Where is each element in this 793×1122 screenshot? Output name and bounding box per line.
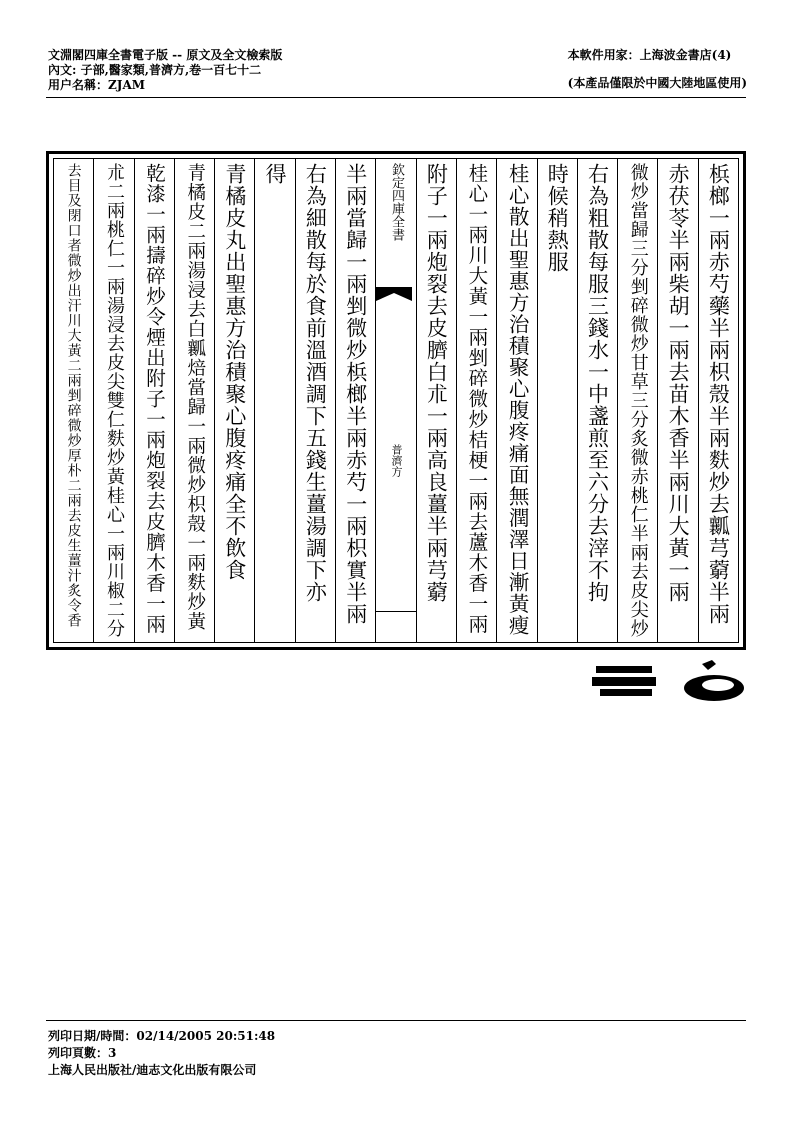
- spine-book-name: 普濟方: [390, 444, 404, 477]
- footer-print-time: 列印日期/時間：02/14/2005 20:51:48: [48, 1029, 276, 1043]
- footer-page-count: 列印頁數：3: [48, 1046, 117, 1060]
- column-text: 赤茯苓半兩柴胡一兩去苗木香半兩川大黃一兩: [666, 163, 691, 603]
- text-column: [577, 159, 617, 642]
- header-licensee: 本軟件用家：上海波金書店(4): [567, 48, 732, 62]
- column-text: 朮二兩桃仁一兩湯浸去皮尖雙仁麩炒黃桂心一兩川椒二分: [103, 163, 125, 638]
- spine-title: 欽定四庫全書: [389, 163, 405, 241]
- column-text: 梹榔一兩赤芍藥半兩枳殼半兩麩炒去瓤芎藭半兩: [706, 163, 731, 625]
- column-text: 桂心一兩川大黃一兩剉碎微炒桔梗一兩去蘆木香一兩: [465, 163, 489, 635]
- text-column: [54, 159, 93, 642]
- fish-tail-mark-icon: [376, 287, 412, 301]
- header-left: [48, 48, 282, 93]
- text-columns: [54, 159, 738, 642]
- header-right: [568, 48, 747, 91]
- spine-divider: [376, 611, 415, 612]
- seal-mark-icon: [590, 658, 750, 704]
- column-text: 右為粗散每服三錢水一中盞煎至六分去滓不拘: [585, 163, 610, 603]
- text-column: [456, 159, 496, 642]
- text-column: [335, 159, 375, 642]
- text-column: [295, 159, 335, 642]
- text-column: [657, 159, 697, 642]
- footer: [48, 1028, 275, 1079]
- footer-publisher: 上海人民出版社/迪志文化出版有限公司: [48, 1063, 257, 1077]
- column-text: 桂心散出聖惠方治積聚心腹疼痛面無潤澤日漸黃瘦: [505, 163, 530, 636]
- header-user: 用户名稱：ZJAM: [48, 78, 146, 92]
- column-text: 青橘皮丸出聖惠方治積聚心腹疼痛全不飲食: [222, 163, 247, 581]
- header-rule: [46, 97, 746, 98]
- column-text: 微炒當歸三分剉碎微炒甘草三分炙微赤桃仁半兩去皮尖炒: [627, 163, 649, 638]
- page-frame-inner: [53, 158, 739, 643]
- header-region-note: (本產品僅限於中國大陸地區使用): [567, 76, 747, 90]
- page-frame: [46, 151, 746, 650]
- text-column: [214, 159, 254, 642]
- text-column: [496, 159, 536, 642]
- column-text: 時候稍熱服: [545, 163, 570, 273]
- column-text: 半兩當歸一兩剉微炒梹榔半兩赤芍一兩枳實半兩: [343, 163, 368, 625]
- text-column: [174, 159, 214, 642]
- header-title: 文淵閣四庫全書電子版 -- 原文及全文檢索版: [48, 48, 283, 62]
- text-column: [254, 159, 294, 642]
- column-text: 右為細散每於食前溫酒調下五錢生薑湯調下亦: [303, 163, 328, 603]
- footer-rule: [46, 1020, 746, 1021]
- spine-column: [375, 159, 415, 642]
- text-column: [134, 159, 174, 642]
- text-column: [537, 159, 577, 642]
- column-text: 附子一兩炮裂去皮臍白朮一兩高良薑半兩芎藭: [424, 163, 449, 603]
- header-section: 內文: 子部,醫家類,普濟方,卷一百七十二: [48, 63, 262, 77]
- column-text: 青橘皮二兩湯浸去白瓤焙當歸一兩微炒枳殼一兩麩炒黃: [184, 163, 206, 631]
- text-column: [617, 159, 657, 642]
- column-text: 去目及閉口者微炒出汗川大黃二兩剉碎微炒厚朴二兩去皮生薑汁炙令香: [65, 163, 82, 628]
- text-column: [698, 159, 738, 642]
- text-column: [93, 159, 133, 642]
- column-text: 乾漆一兩擣碎炒令煙出附子一兩炮裂去皮臍木香一兩: [142, 163, 166, 635]
- column-text: 得: [263, 163, 288, 185]
- text-column: [416, 159, 456, 642]
